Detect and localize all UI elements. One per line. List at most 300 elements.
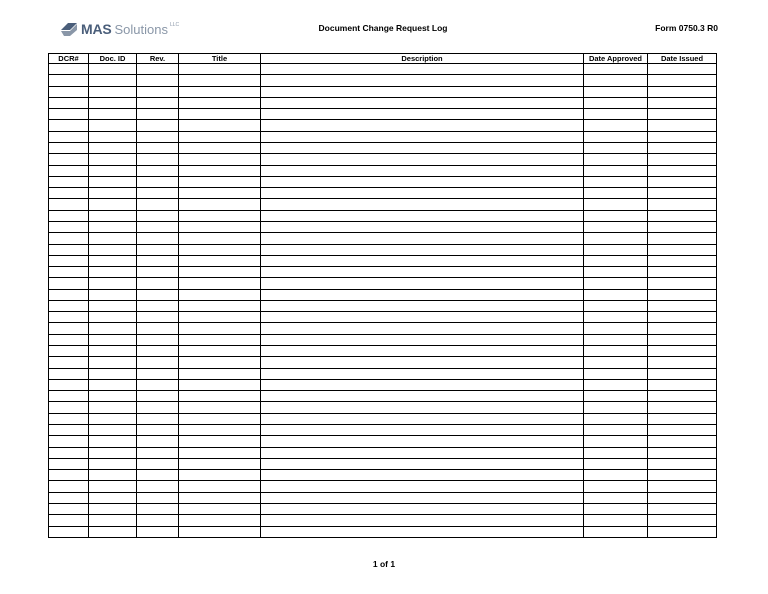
cell-rev[interactable] — [137, 323, 179, 334]
cell-date-approved[interactable] — [584, 379, 648, 390]
cell-description[interactable] — [261, 255, 584, 266]
cell-description[interactable] — [261, 391, 584, 402]
cell-rev[interactable] — [137, 244, 179, 255]
cell-title[interactable] — [179, 425, 261, 436]
cell-date-issued[interactable] — [648, 154, 717, 165]
cell-date-issued[interactable] — [648, 244, 717, 255]
cell-rev[interactable] — [137, 436, 179, 447]
cell-dcr[interactable] — [49, 255, 89, 266]
cell-date-issued[interactable] — [648, 425, 717, 436]
cell-date-approved[interactable] — [584, 120, 648, 131]
cell-date-issued[interactable] — [648, 120, 717, 131]
cell-dcr[interactable] — [49, 323, 89, 334]
cell-dcr[interactable] — [49, 481, 89, 492]
cell-title[interactable] — [179, 334, 261, 345]
cell-rev[interactable] — [137, 300, 179, 311]
cell-doc-id[interactable] — [89, 425, 137, 436]
cell-title[interactable] — [179, 233, 261, 244]
cell-rev[interactable] — [137, 526, 179, 537]
cell-date-approved[interactable] — [584, 188, 648, 199]
cell-date-issued[interactable] — [648, 413, 717, 424]
cell-date-approved[interactable] — [584, 425, 648, 436]
cell-doc-id[interactable] — [89, 357, 137, 368]
cell-date-approved[interactable] — [584, 75, 648, 86]
cell-title[interactable] — [179, 86, 261, 97]
cell-date-approved[interactable] — [584, 402, 648, 413]
cell-dcr[interactable] — [49, 165, 89, 176]
cell-rev[interactable] — [137, 379, 179, 390]
cell-rev[interactable] — [137, 357, 179, 368]
cell-date-issued[interactable] — [648, 221, 717, 232]
cell-date-issued[interactable] — [648, 503, 717, 514]
cell-dcr[interactable] — [49, 458, 89, 469]
logo-text-sup: LLC — [170, 22, 180, 28]
cell-description[interactable] — [261, 64, 584, 75]
cell-title[interactable] — [179, 515, 261, 526]
cell-doc-id[interactable] — [89, 221, 137, 232]
cell-dcr[interactable] — [49, 470, 89, 481]
cell-description[interactable] — [261, 357, 584, 368]
cell-dcr[interactable] — [49, 64, 89, 75]
cell-doc-id[interactable] — [89, 64, 137, 75]
cell-title[interactable] — [179, 142, 261, 153]
cell-title[interactable] — [179, 391, 261, 402]
cell-dcr[interactable] — [49, 267, 89, 278]
cell-date-approved[interactable] — [584, 436, 648, 447]
cell-description[interactable] — [261, 199, 584, 210]
cell-rev[interactable] — [137, 120, 179, 131]
cell-description[interactable] — [261, 154, 584, 165]
cell-rev[interactable] — [137, 97, 179, 108]
cell-description[interactable] — [261, 188, 584, 199]
cell-rev[interactable] — [137, 267, 179, 278]
cell-rev[interactable] — [137, 131, 179, 142]
cell-title[interactable] — [179, 300, 261, 311]
cell-dcr[interactable] — [49, 357, 89, 368]
cell-description[interactable] — [261, 334, 584, 345]
cell-date-approved[interactable] — [584, 131, 648, 142]
cell-rev[interactable] — [137, 413, 179, 424]
cell-description[interactable] — [261, 413, 584, 424]
cell-description[interactable] — [261, 346, 584, 357]
cell-description[interactable] — [261, 267, 584, 278]
cell-title[interactable] — [179, 470, 261, 481]
cell-date-issued[interactable] — [648, 199, 717, 210]
cell-date-approved[interactable] — [584, 142, 648, 153]
cell-description[interactable] — [261, 323, 584, 334]
cell-rev[interactable] — [137, 176, 179, 187]
cell-dcr[interactable] — [49, 221, 89, 232]
cell-date-approved[interactable] — [584, 312, 648, 323]
cell-doc-id[interactable] — [89, 470, 137, 481]
cell-doc-id[interactable] — [89, 413, 137, 424]
cell-rev[interactable] — [137, 221, 179, 232]
cell-date-issued[interactable] — [648, 312, 717, 323]
table-row — [49, 515, 717, 526]
cell-rev[interactable] — [137, 402, 179, 413]
table-row — [49, 154, 717, 165]
cell-rev[interactable] — [137, 86, 179, 97]
cell-description[interactable] — [261, 481, 584, 492]
cell-dcr[interactable] — [49, 289, 89, 300]
cell-doc-id[interactable] — [89, 346, 137, 357]
cell-description[interactable] — [261, 402, 584, 413]
cell-date-approved[interactable] — [584, 64, 648, 75]
cell-description[interactable] — [261, 436, 584, 447]
cell-dcr[interactable] — [49, 278, 89, 289]
cell-date-approved[interactable] — [584, 470, 648, 481]
cell-title[interactable] — [179, 221, 261, 232]
document-title: Document Change Request Log — [318, 23, 448, 33]
cell-doc-id[interactable] — [89, 503, 137, 514]
cell-date-issued[interactable] — [648, 515, 717, 526]
cell-rev[interactable] — [137, 64, 179, 75]
cell-rev[interactable] — [137, 199, 179, 210]
cell-dcr[interactable] — [49, 131, 89, 142]
cell-title[interactable] — [179, 97, 261, 108]
cell-date-approved[interactable] — [584, 233, 648, 244]
cell-date-issued[interactable] — [648, 165, 717, 176]
cell-dcr[interactable] — [49, 425, 89, 436]
cell-description[interactable] — [261, 244, 584, 255]
cell-date-issued[interactable] — [648, 131, 717, 142]
cell-dcr[interactable] — [49, 312, 89, 323]
cell-description[interactable] — [261, 210, 584, 221]
cell-date-approved[interactable] — [584, 278, 648, 289]
cell-doc-id[interactable] — [89, 233, 137, 244]
cell-dcr[interactable] — [49, 391, 89, 402]
cell-dcr[interactable] — [49, 86, 89, 97]
cell-date-issued[interactable] — [648, 402, 717, 413]
cell-doc-id[interactable] — [89, 86, 137, 97]
cell-rev[interactable] — [137, 142, 179, 153]
cell-title[interactable] — [179, 368, 261, 379]
cell-dcr[interactable] — [49, 402, 89, 413]
cell-description[interactable] — [261, 289, 584, 300]
cell-date-approved[interactable] — [584, 300, 648, 311]
cell-doc-id[interactable] — [89, 267, 137, 278]
cell-dcr[interactable] — [49, 154, 89, 165]
cell-title[interactable] — [179, 267, 261, 278]
cell-date-approved[interactable] — [584, 323, 648, 334]
cell-description[interactable] — [261, 75, 584, 86]
cell-date-approved[interactable] — [584, 244, 648, 255]
cell-doc-id[interactable] — [89, 334, 137, 345]
cell-doc-id[interactable] — [89, 492, 137, 503]
cell-description[interactable] — [261, 97, 584, 108]
cell-description[interactable] — [261, 120, 584, 131]
cell-date-issued[interactable] — [648, 436, 717, 447]
cell-description[interactable] — [261, 142, 584, 153]
cell-dcr[interactable] — [49, 492, 89, 503]
cell-doc-id[interactable] — [89, 323, 137, 334]
cell-date-issued[interactable] — [648, 334, 717, 345]
cell-date-issued[interactable] — [648, 470, 717, 481]
cell-description[interactable] — [261, 447, 584, 458]
cell-date-approved[interactable] — [584, 526, 648, 537]
cell-doc-id[interactable] — [89, 289, 137, 300]
cell-rev[interactable] — [137, 312, 179, 323]
cell-date-issued[interactable] — [648, 142, 717, 153]
cell-doc-id[interactable] — [89, 120, 137, 131]
cell-description[interactable] — [261, 278, 584, 289]
cell-description[interactable] — [261, 221, 584, 232]
cell-title[interactable] — [179, 75, 261, 86]
cell-doc-id[interactable] — [89, 165, 137, 176]
cell-date-issued[interactable] — [648, 176, 717, 187]
cell-date-approved[interactable] — [584, 97, 648, 108]
cell-date-approved[interactable] — [584, 176, 648, 187]
cell-rev[interactable] — [137, 447, 179, 458]
cell-dcr[interactable] — [49, 334, 89, 345]
cell-title[interactable] — [179, 210, 261, 221]
cell-rev[interactable] — [137, 109, 179, 120]
cell-title[interactable] — [179, 503, 261, 514]
cell-dcr[interactable] — [49, 244, 89, 255]
cell-title[interactable] — [179, 379, 261, 390]
cell-date-approved[interactable] — [584, 267, 648, 278]
cell-description[interactable] — [261, 458, 584, 469]
cell-title[interactable] — [179, 154, 261, 165]
cell-description[interactable] — [261, 233, 584, 244]
cell-date-issued[interactable] — [648, 323, 717, 334]
cell-date-issued[interactable] — [648, 526, 717, 537]
cell-date-issued[interactable] — [648, 346, 717, 357]
cell-date-issued[interactable] — [648, 492, 717, 503]
cell-doc-id[interactable] — [89, 312, 137, 323]
cell-doc-id[interactable] — [89, 436, 137, 447]
cell-title[interactable] — [179, 64, 261, 75]
cell-dcr[interactable] — [49, 413, 89, 424]
cell-dcr[interactable] — [49, 300, 89, 311]
cell-dcr[interactable] — [49, 97, 89, 108]
cell-doc-id[interactable] — [89, 188, 137, 199]
cell-date-approved[interactable] — [584, 413, 648, 424]
cell-description[interactable] — [261, 300, 584, 311]
cell-title[interactable] — [179, 109, 261, 120]
cell-title[interactable] — [179, 278, 261, 289]
cell-doc-id[interactable] — [89, 458, 137, 469]
cell-dcr[interactable] — [49, 368, 89, 379]
cell-description[interactable] — [261, 515, 584, 526]
cell-date-issued[interactable] — [648, 458, 717, 469]
cell-rev[interactable] — [137, 255, 179, 266]
cell-title[interactable] — [179, 357, 261, 368]
cell-rev[interactable] — [137, 289, 179, 300]
cell-date-issued[interactable] — [648, 210, 717, 221]
cell-rev[interactable] — [137, 425, 179, 436]
cell-date-approved[interactable] — [584, 492, 648, 503]
cell-date-issued[interactable] — [648, 86, 717, 97]
cell-rev[interactable] — [137, 154, 179, 165]
cell-date-issued[interactable] — [648, 97, 717, 108]
cell-title[interactable] — [179, 402, 261, 413]
cell-dcr[interactable] — [49, 75, 89, 86]
cell-date-issued[interactable] — [648, 109, 717, 120]
cell-doc-id[interactable] — [89, 368, 137, 379]
cell-date-issued[interactable] — [648, 278, 717, 289]
cell-doc-id[interactable] — [89, 210, 137, 221]
table-row — [49, 300, 717, 311]
cell-date-issued[interactable] — [648, 75, 717, 86]
cell-title[interactable] — [179, 188, 261, 199]
cell-description[interactable] — [261, 503, 584, 514]
cell-title[interactable] — [179, 436, 261, 447]
cell-rev[interactable] — [137, 492, 179, 503]
cell-date-approved[interactable] — [584, 447, 648, 458]
cell-description[interactable] — [261, 526, 584, 537]
cell-date-approved[interactable] — [584, 255, 648, 266]
cell-dcr[interactable] — [49, 199, 89, 210]
cell-date-issued[interactable] — [648, 255, 717, 266]
cell-date-approved[interactable] — [584, 391, 648, 402]
cell-rev[interactable] — [137, 334, 179, 345]
cell-rev[interactable] — [137, 481, 179, 492]
cell-date-issued[interactable] — [648, 379, 717, 390]
cell-date-issued[interactable] — [648, 300, 717, 311]
cell-date-issued[interactable] — [648, 357, 717, 368]
cell-title[interactable] — [179, 176, 261, 187]
cell-rev[interactable] — [137, 346, 179, 357]
cell-doc-id[interactable] — [89, 109, 137, 120]
cell-dcr[interactable] — [49, 503, 89, 514]
cell-dcr[interactable] — [49, 346, 89, 357]
cell-dcr[interactable] — [49, 142, 89, 153]
cell-date-approved[interactable] — [584, 221, 648, 232]
cell-dcr[interactable] — [49, 526, 89, 537]
cell-date-approved[interactable] — [584, 481, 648, 492]
cell-date-issued[interactable] — [648, 289, 717, 300]
cell-title[interactable] — [179, 346, 261, 357]
cell-title[interactable] — [179, 289, 261, 300]
cell-date-approved[interactable] — [584, 165, 648, 176]
cell-doc-id[interactable] — [89, 97, 137, 108]
cell-dcr[interactable] — [49, 176, 89, 187]
cell-doc-id[interactable] — [89, 481, 137, 492]
cell-date-approved[interactable] — [584, 210, 648, 221]
cell-doc-id[interactable] — [89, 515, 137, 526]
cell-description[interactable] — [261, 176, 584, 187]
cell-title[interactable] — [179, 526, 261, 537]
cell-date-issued[interactable] — [648, 64, 717, 75]
cell-date-approved[interactable] — [584, 503, 648, 514]
cell-dcr[interactable] — [49, 120, 89, 131]
cell-doc-id[interactable] — [89, 391, 137, 402]
cell-date-approved[interactable] — [584, 154, 648, 165]
cell-rev[interactable] — [137, 165, 179, 176]
cell-dcr[interactable] — [49, 233, 89, 244]
cell-date-approved[interactable] — [584, 289, 648, 300]
cell-dcr[interactable] — [49, 188, 89, 199]
cell-doc-id[interactable] — [89, 379, 137, 390]
cell-title[interactable] — [179, 413, 261, 424]
cell-description[interactable] — [261, 165, 584, 176]
cell-description[interactable] — [261, 492, 584, 503]
cell-rev[interactable] — [137, 210, 179, 221]
cell-doc-id[interactable] — [89, 278, 137, 289]
table-row — [49, 458, 717, 469]
cell-doc-id[interactable] — [89, 199, 137, 210]
cell-description[interactable] — [261, 379, 584, 390]
cell-dcr[interactable] — [49, 109, 89, 120]
cell-description[interactable] — [261, 86, 584, 97]
cell-rev[interactable] — [137, 188, 179, 199]
cell-rev[interactable] — [137, 503, 179, 514]
cell-doc-id[interactable] — [89, 255, 137, 266]
cell-description[interactable] — [261, 425, 584, 436]
cell-doc-id[interactable] — [89, 244, 137, 255]
cell-date-issued[interactable] — [648, 447, 717, 458]
cell-date-issued[interactable] — [648, 481, 717, 492]
cell-dcr[interactable] — [49, 436, 89, 447]
cell-rev[interactable] — [137, 233, 179, 244]
cell-title[interactable] — [179, 165, 261, 176]
cell-description[interactable] — [261, 470, 584, 481]
cell-date-approved[interactable] — [584, 515, 648, 526]
cell-title[interactable] — [179, 323, 261, 334]
cell-title[interactable] — [179, 120, 261, 131]
cell-description[interactable] — [261, 312, 584, 323]
cell-date-issued[interactable] — [648, 267, 717, 278]
cell-rev[interactable] — [137, 391, 179, 402]
cell-rev[interactable] — [137, 75, 179, 86]
cell-description[interactable] — [261, 109, 584, 120]
cell-dcr[interactable] — [49, 447, 89, 458]
cell-date-approved[interactable] — [584, 199, 648, 210]
cell-title[interactable] — [179, 199, 261, 210]
cell-doc-id[interactable] — [89, 131, 137, 142]
cell-doc-id[interactable] — [89, 526, 137, 537]
cell-date-approved[interactable] — [584, 357, 648, 368]
cell-description[interactable] — [261, 368, 584, 379]
cell-doc-id[interactable] — [89, 300, 137, 311]
cell-doc-id[interactable] — [89, 154, 137, 165]
cell-dcr[interactable] — [49, 515, 89, 526]
cell-rev[interactable] — [137, 278, 179, 289]
cell-date-approved[interactable] — [584, 109, 648, 120]
cell-date-issued[interactable] — [648, 233, 717, 244]
cell-doc-id[interactable] — [89, 176, 137, 187]
cell-doc-id[interactable] — [89, 402, 137, 413]
cell-title[interactable] — [179, 447, 261, 458]
cell-date-issued[interactable] — [648, 188, 717, 199]
cell-date-approved[interactable] — [584, 334, 648, 345]
cell-date-issued[interactable] — [648, 391, 717, 402]
cell-doc-id[interactable] — [89, 142, 137, 153]
cell-rev[interactable] — [137, 368, 179, 379]
cell-dcr[interactable] — [49, 379, 89, 390]
cell-title[interactable] — [179, 458, 261, 469]
cell-title[interactable] — [179, 492, 261, 503]
cell-rev[interactable] — [137, 515, 179, 526]
cell-dcr[interactable] — [49, 210, 89, 221]
cell-doc-id[interactable] — [89, 447, 137, 458]
cell-title[interactable] — [179, 312, 261, 323]
cell-doc-id[interactable] — [89, 75, 137, 86]
cell-date-approved[interactable] — [584, 346, 648, 357]
cell-title[interactable] — [179, 481, 261, 492]
cell-description[interactable] — [261, 131, 584, 142]
cell-title[interactable] — [179, 255, 261, 266]
cell-date-approved[interactable] — [584, 368, 648, 379]
cell-date-issued[interactable] — [648, 368, 717, 379]
cell-rev[interactable] — [137, 458, 179, 469]
cell-title[interactable] — [179, 244, 261, 255]
cell-rev[interactable] — [137, 470, 179, 481]
cell-date-approved[interactable] — [584, 86, 648, 97]
cell-title[interactable] — [179, 131, 261, 142]
cell-date-approved[interactable] — [584, 458, 648, 469]
